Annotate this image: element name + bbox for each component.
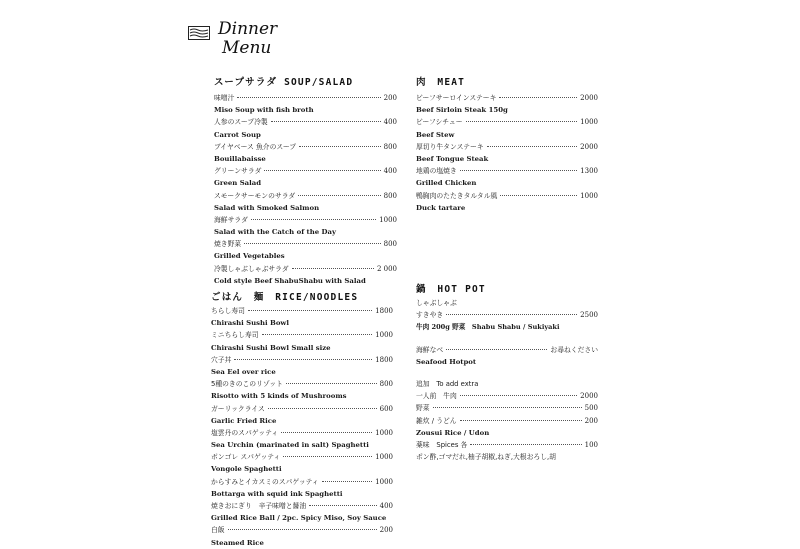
rice-noodles-list bbox=[211, 305, 393, 549]
item-name-jp: 厚切り牛タンステーキ bbox=[416, 142, 484, 151]
leader-dots bbox=[322, 481, 372, 482]
hot-pot-list bbox=[416, 297, 598, 463]
menu-item-row bbox=[214, 214, 397, 226]
item-name-jp: グリーンサラダ bbox=[214, 167, 262, 176]
item-name-jp: すきやき bbox=[416, 311, 444, 320]
item-name-jp: 一人前 牛肉 bbox=[416, 392, 457, 401]
item-price: 1000 bbox=[375, 477, 393, 486]
menu-item-row bbox=[211, 500, 393, 512]
item-name-en: Risotto with 5 kinds of Mushrooms bbox=[211, 392, 347, 401]
leader-dots bbox=[446, 349, 547, 350]
leader-dots bbox=[487, 146, 578, 147]
item-price: 1800 bbox=[375, 355, 393, 364]
item-name-en: Bouillabaisse bbox=[214, 154, 266, 163]
leader-dots bbox=[299, 146, 381, 147]
item-name-en: Salad with the Catch of the Day bbox=[214, 228, 336, 237]
leader-dots bbox=[244, 243, 380, 244]
item-name-jp: からすみとイカスミのスパゲッティ bbox=[211, 477, 319, 486]
item-price: 1000 bbox=[580, 191, 598, 200]
item-name-en: Beef Tongue Steak bbox=[416, 154, 489, 163]
extra-row bbox=[416, 415, 598, 427]
menu-item-row bbox=[214, 141, 397, 153]
menu-item-row bbox=[416, 92, 598, 104]
title-line-1: Dinner bbox=[218, 19, 278, 39]
leader-dots bbox=[292, 268, 374, 269]
item-price: 100 bbox=[584, 440, 598, 449]
menu-item-row bbox=[214, 263, 397, 275]
hot-pot-line-2 bbox=[416, 309, 598, 321]
item-name-jp: 海鮮なべ bbox=[416, 345, 444, 354]
item-price: 500 bbox=[584, 404, 598, 413]
item-price: 1000 bbox=[375, 428, 393, 437]
item-name-en: Duck tartare bbox=[416, 203, 466, 212]
item-price: 2000 bbox=[580, 94, 598, 102]
menu-item-row bbox=[416, 116, 598, 128]
item-name-jp: 薬味 Spices 各 bbox=[416, 440, 468, 449]
leader-dots bbox=[298, 195, 380, 196]
leader-dots bbox=[433, 407, 582, 408]
item-price: 2500 bbox=[580, 311, 598, 320]
title-line-2: Menu bbox=[222, 38, 272, 58]
leader-dots bbox=[248, 310, 372, 311]
leader-dots bbox=[283, 456, 372, 457]
item-name-jp: ビーフシチュー bbox=[416, 118, 463, 127]
item-name-jp: ちらし寿司 bbox=[211, 307, 245, 315]
menu-item-row bbox=[416, 141, 598, 153]
menu-item-row bbox=[214, 165, 397, 177]
item-name-jp: 野菜 bbox=[416, 404, 430, 413]
leader-dots bbox=[268, 408, 377, 409]
extra-row bbox=[416, 390, 598, 402]
menu-item-row bbox=[211, 378, 393, 390]
leader-dots bbox=[309, 505, 376, 506]
item-price: 2 000 bbox=[376, 264, 397, 273]
leader-dots bbox=[251, 219, 376, 220]
item-name-en: Chirashi Sushi Bowl Small size bbox=[211, 343, 331, 352]
item-name-en: Bottarga with squid ink Spaghetti bbox=[211, 489, 343, 498]
menu-item-row bbox=[416, 165, 598, 177]
item-name-en: Steamed Rice bbox=[211, 538, 264, 547]
item-name-en: Grilled Rice Ball / 2pc. Spicy Miso, Soy Sauce bbox=[211, 514, 387, 523]
leader-dots bbox=[264, 170, 380, 171]
leader-dots bbox=[500, 195, 577, 196]
item-name-jp: ブイヤベース 魚介のスープ bbox=[214, 142, 297, 151]
item-name-jp: 塩雲丹のスパゲッティ bbox=[211, 428, 279, 437]
leader-dots bbox=[228, 529, 377, 530]
item-name-jp: ガーリックライス bbox=[211, 404, 265, 413]
item-name-en: Garlic Fried Rice bbox=[211, 416, 277, 425]
item-name-jp: 鴨胸肉のたたきタルタル風 bbox=[416, 191, 498, 200]
leader-dots bbox=[234, 359, 372, 360]
item-name-jp: 5種のきのこのリゾット bbox=[211, 380, 283, 389]
item-price: お尋ねください bbox=[550, 345, 598, 354]
item-name-jp: 地鶏の塩焼き bbox=[416, 167, 457, 176]
item-name-en: Beef Sirloin Steak 150g bbox=[416, 106, 508, 115]
menu-item-row bbox=[211, 354, 393, 366]
item-name-en: Sea Eel over rice bbox=[211, 367, 276, 376]
item-name-jp: 焼きおにぎり 辛子味噌と醤油 bbox=[211, 502, 307, 510]
item-name-jp: 人参のスープ冷製 bbox=[214, 118, 268, 127]
item-name-jp: ミニちらし寿司 bbox=[211, 331, 259, 340]
item-name-en: Chirashi Sushi Bowl bbox=[211, 319, 289, 328]
item-price: 2000 bbox=[580, 142, 598, 151]
menu-item-row bbox=[214, 238, 397, 250]
item-name-jp: ボンゴレ スパゲッティ bbox=[211, 453, 281, 462]
item-price: 400 bbox=[383, 167, 397, 176]
item-price: 1000 bbox=[580, 118, 598, 127]
soup-salad-list bbox=[214, 92, 397, 287]
zousui-en: Zousui Rice / Udon bbox=[416, 428, 490, 437]
menu-item-row bbox=[214, 116, 397, 128]
item-price: 400 bbox=[379, 502, 393, 510]
menu-item-row bbox=[211, 451, 393, 463]
item-name-jp: 焼き野菜 bbox=[214, 240, 242, 249]
item-price: 800 bbox=[383, 240, 397, 249]
item-price: 600 bbox=[379, 404, 393, 413]
leader-dots bbox=[446, 314, 577, 315]
item-name-jp: 雑炊 / うどん bbox=[416, 416, 457, 425]
leader-dots bbox=[460, 395, 577, 396]
menu-item-row bbox=[211, 329, 393, 341]
section-heading-soup-salad: スープサラダ SOUP/SALAD bbox=[214, 77, 354, 88]
item-name-jp: 穴子丼 bbox=[211, 355, 232, 364]
item-price: 400 bbox=[383, 118, 397, 127]
menu-item-row bbox=[211, 403, 393, 415]
leader-dots bbox=[470, 444, 581, 445]
item-price: 800 bbox=[383, 191, 397, 200]
extra-row bbox=[416, 402, 598, 414]
item-name-en: Sea Urchin (marinated in salt) Spaghetti bbox=[211, 441, 369, 450]
item-name-en: Carrot Soup bbox=[214, 130, 261, 139]
leader-dots bbox=[466, 121, 578, 122]
item-name-en: Grilled Vegetables bbox=[214, 252, 285, 261]
item-price: 1300 bbox=[580, 167, 598, 176]
item-name-jp: スモークサーモンのサラダ bbox=[214, 191, 296, 200]
spices-row bbox=[416, 439, 598, 451]
spices-list: ポン酢,ゴマだれ,柚子胡椒,ねぎ,大根おろし,胡 bbox=[416, 453, 556, 462]
item-price: 1800 bbox=[375, 307, 393, 315]
item-price: 200 bbox=[379, 526, 393, 535]
item-name-jp: 白飯 bbox=[211, 526, 225, 535]
hot-pot-line-3: 牛肉 200g 野菜 Shabu Shabu / Sukiyaki bbox=[416, 323, 560, 332]
meat-list bbox=[416, 92, 598, 214]
leader-dots bbox=[271, 121, 381, 122]
page-title bbox=[218, 20, 277, 58]
item-price: 1000 bbox=[375, 453, 393, 462]
item-name-jp: 味噌汁 bbox=[214, 94, 235, 102]
menu-item-row bbox=[211, 476, 393, 488]
menu-item-row bbox=[214, 92, 397, 104]
menu-item-row bbox=[211, 524, 393, 536]
menu-item-row bbox=[211, 427, 393, 439]
extra-label: 追加 To add extra bbox=[416, 379, 479, 388]
item-name-en: Grilled Chicken bbox=[416, 179, 477, 188]
leader-dots bbox=[281, 432, 372, 433]
item-price: 1000 bbox=[379, 215, 397, 224]
item-name-en: Cold style Beef ShabuShabu with Salad bbox=[214, 276, 366, 285]
leader-dots bbox=[286, 383, 377, 384]
seafood-hotpot-row bbox=[416, 344, 598, 356]
item-name-jp: ビーフサーロインステーキ bbox=[416, 94, 497, 102]
leader-dots bbox=[460, 170, 577, 171]
section-heading-meat: 肉 MEAT bbox=[416, 77, 466, 88]
item-name-jp: 冷製しゃぶしゃぶサラダ bbox=[214, 264, 289, 273]
item-price: 1000 bbox=[375, 331, 393, 340]
leader-dots bbox=[237, 97, 380, 98]
item-name-en: Vongole Spaghetti bbox=[211, 465, 282, 474]
section-heading-rice-noodles: ごはん 麺 RICE/NOODLES bbox=[211, 292, 359, 303]
logo-icon bbox=[188, 26, 210, 40]
leader-dots bbox=[460, 420, 582, 421]
leader-dots bbox=[499, 97, 577, 98]
item-name-en: Salad with Smoked Salmon bbox=[214, 203, 320, 212]
item-price: 200 bbox=[383, 94, 397, 102]
item-name-en: Green Salad bbox=[214, 179, 262, 188]
item-price: 2000 bbox=[580, 392, 598, 401]
seafood-hotpot-en: Seafood Hotpot bbox=[416, 357, 477, 366]
item-name-en: Beef Stew bbox=[416, 130, 455, 139]
item-price: 200 bbox=[584, 416, 598, 425]
hot-pot-line-1: しゃぶしゃぶ bbox=[416, 299, 457, 307]
item-name-en: Miso Soup with fish broth bbox=[214, 106, 314, 115]
menu-item-row bbox=[416, 190, 598, 202]
section-heading-hot-pot: 鍋 HOT POT bbox=[416, 284, 486, 295]
menu-item-row bbox=[211, 305, 393, 317]
leader-dots bbox=[262, 334, 373, 335]
item-price: 800 bbox=[383, 142, 397, 151]
item-name-jp: 海鮮サラダ bbox=[214, 215, 248, 224]
menu-item-row bbox=[214, 190, 397, 202]
item-price: 800 bbox=[379, 380, 393, 389]
